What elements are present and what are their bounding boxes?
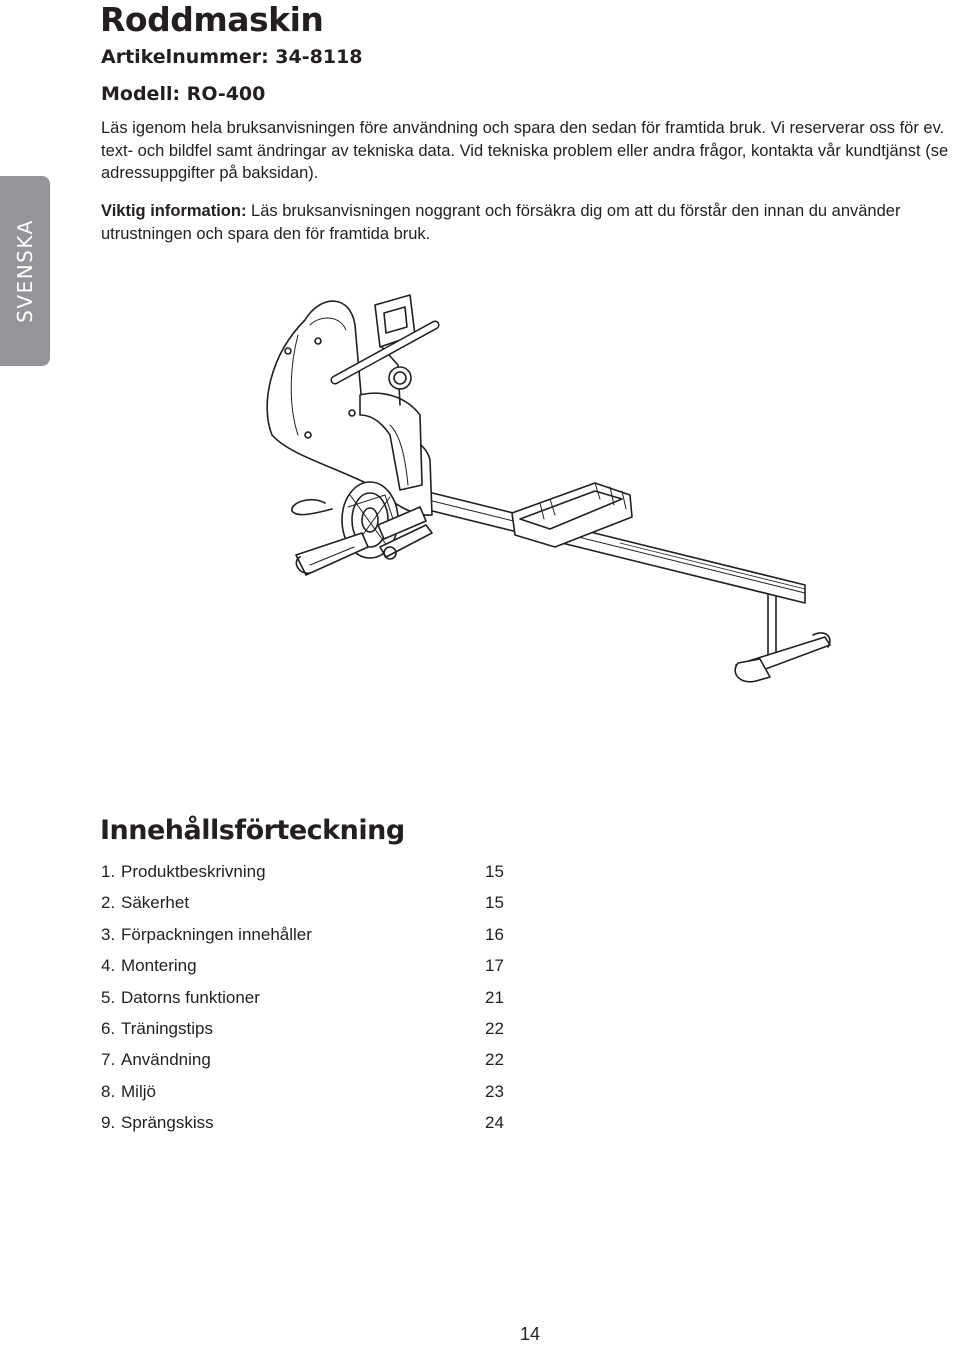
toc-item[interactable] [101, 860, 511, 891]
toc-item-page: 16 [485, 924, 504, 944]
toc-item[interactable] [101, 1017, 511, 1048]
toc-item[interactable] [101, 1111, 511, 1142]
toc-item-page: 21 [485, 987, 504, 1007]
toc-heading: Innehållsförteckning [100, 815, 405, 846]
toc-item[interactable] [101, 1080, 511, 1111]
toc-item-page: 22 [485, 1050, 504, 1070]
toc-item-label: Sprängskiss [121, 1113, 214, 1133]
rowing-machine-drawing-icon [250, 285, 850, 705]
important-label: Viktig information: [101, 202, 247, 220]
toc-item-number: 2. [101, 893, 116, 913]
toc-item-number: 3. [101, 924, 116, 944]
toc-item-number: 9. [101, 1113, 116, 1133]
toc-item-number: 6. [101, 1018, 116, 1038]
toc-item-label: Montering [121, 956, 197, 976]
toc-item-label: Träningstips [121, 1018, 213, 1038]
important-note [101, 200, 941, 245]
toc-item-number: 5. [101, 987, 116, 1007]
toc-item-page: 24 [485, 1113, 504, 1133]
table-of-contents [101, 860, 511, 1143]
important-text: Läs bruksanvisningen noggrant och försäkra dig om att du förstår den innan du använder utrustningen och spara den för framtida bruk. [101, 202, 901, 243]
toc-item-page: 23 [485, 1081, 504, 1101]
toc-item-label: Säkerhet [121, 893, 190, 913]
intro-paragraph: Läs igenom hela bruksanvisningen före användning och spara den sedan för framtida bruk. Vi reserverar oss för ev. text- och bildfel samt ändringar av tekniska data. Vid tekniska problem eller andra frågor, kontakta vår kundtjänst (se adressuppgifter på baksidan). [101, 119, 949, 182]
toc-item-number: 1. [101, 862, 116, 881]
toc-item-number: 7. [101, 1050, 116, 1070]
page-number: 14 [519, 1324, 541, 1344]
language-side-tab [0, 176, 50, 366]
page-title: Roddmaskin [100, 0, 324, 39]
model-number: Modell: RO-400 [101, 83, 266, 105]
toc-item-label: Miljö [121, 1081, 156, 1101]
toc-item-number: 8. [101, 1081, 116, 1101]
toc-item-number: 4. [101, 956, 116, 976]
toc-item-label: Produktbeskrivning [121, 862, 266, 881]
toc-item-label: Användning [121, 1050, 211, 1070]
toc-item[interactable] [101, 891, 511, 922]
toc-item[interactable] [101, 1048, 511, 1079]
toc-item-page: 15 [485, 893, 504, 913]
toc-item[interactable] [101, 954, 511, 985]
language-tab-label: SVENSKA [13, 219, 37, 323]
toc-item-page: 22 [485, 1018, 504, 1038]
article-number: Artikelnummer: 34-8118 [101, 46, 363, 68]
toc-item-page: 17 [485, 956, 504, 976]
toc-item[interactable] [101, 923, 511, 954]
toc-item-label: Förpackningen innehåller [121, 924, 312, 944]
toc-item[interactable] [101, 986, 511, 1017]
toc-item-page: 15 [485, 862, 504, 881]
toc-item-label: Datorns funktioner [121, 987, 260, 1007]
